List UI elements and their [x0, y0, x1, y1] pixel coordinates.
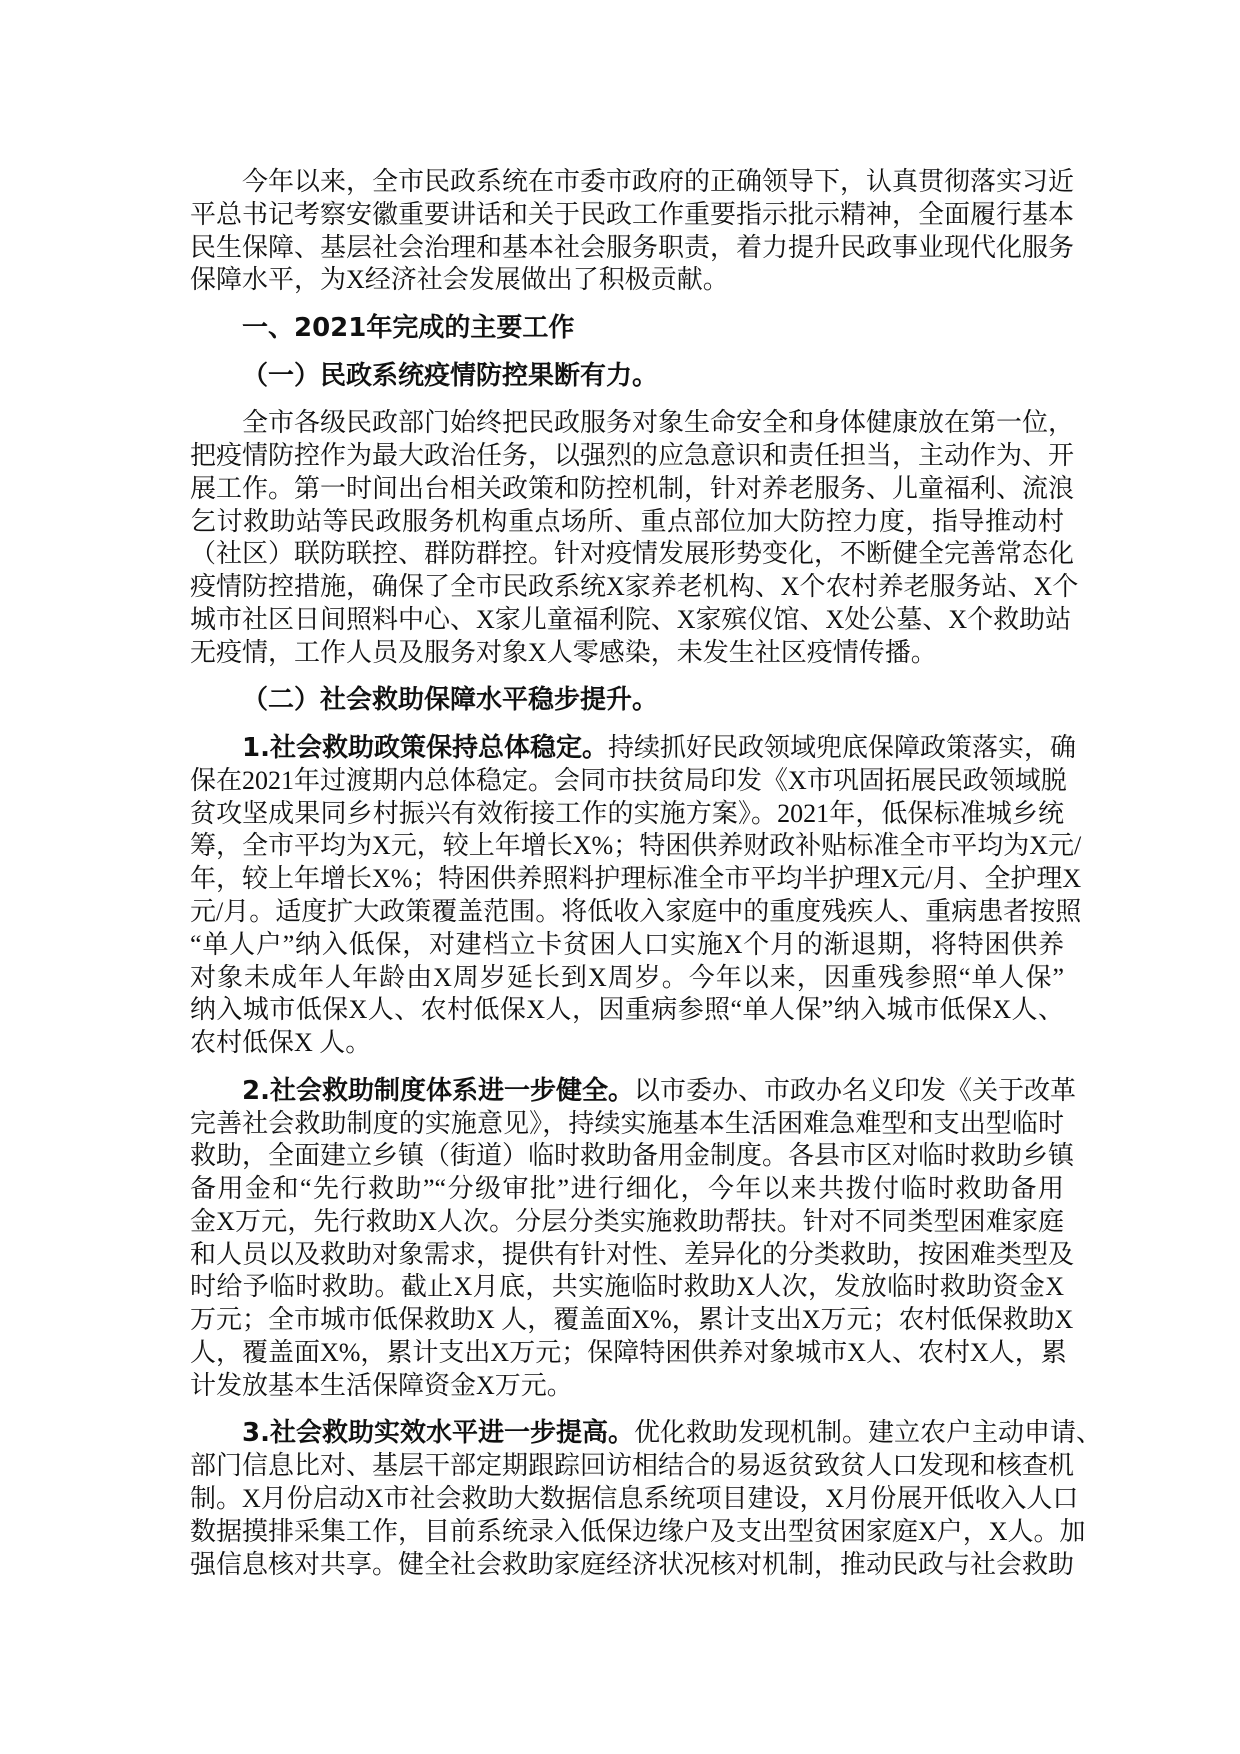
text-line: 数据摸排采集工作，目前系统录入低保边缘户及支出型贫困家庭X户，X人。加 [190, 1516, 1086, 1546]
paragraph [190, 732, 1082, 1060]
line-text: 持续抓好民政领域兜底保障政策落实，确 [607, 732, 1076, 762]
text-line: 平总书记考察安徽重要讲话和关于民政工作重要指示批示精神，全面履行基本 [190, 199, 1075, 229]
text-line: 人，覆盖面X%，累计支出X万元；保障特困供养对象城市X人、农村X人，累 [190, 1338, 1067, 1368]
heading-text: （一）民政系统疫情防控果断有力。 [242, 360, 659, 391]
text-line: 全市各级民政部门始终把民政服务对象生命安全和身体健康放在第一位， [242, 408, 1075, 438]
item-lead-heading: 2.社会救助制度体系进一步健全。 [242, 1075, 634, 1106]
line-text: 优化救助发现机制。建立农户主动申请、 [633, 1418, 1102, 1448]
document-page [190, 166, 1102, 1596]
paragraph [190, 1075, 1076, 1403]
text-line: 纳入城市低保X人、农村低保X人，因重病参照“单人保”纳入城市低保X人、 [190, 995, 1064, 1025]
text-line: 保障水平，为X经济社会发展做出了积极贡献。 [190, 265, 729, 295]
text-line: 贫攻坚成果同乡村振兴有效衔接工作的实施方案》。2021年，低保标准城乡统 [190, 798, 1064, 828]
text-line: 保在2021年过渡期内总体稳定。会同市扶贫局印发《X市巩固拓展民政领域脱 [190, 765, 1067, 795]
text-line: “单人户”纳入低保，对建档立卡贫困人口实施X个月的渐退期，将特困供养 [190, 929, 1064, 959]
text-line: 展工作。第一时间出台相关政策和防控机制，针对养老服务、儿童福利、流浪 [190, 473, 1075, 503]
text-line: 完善社会救助制度的实施意见》，持续实施基本生活困难急难型和支出型临时 [190, 1108, 1064, 1138]
heading-text: （二）社会救助保障水平稳步提升。 [242, 685, 659, 716]
text-line: 制。X月份启动X市社会救助大数据信息系统项目建设，X月份展开低收入人口 [190, 1484, 1079, 1514]
paragraph [190, 1417, 1102, 1581]
item-lead-heading: 1.社会救助政策保持总体稳定。 [242, 732, 608, 763]
text-line: 把疫情防控作为最大政治任务，以强烈的应急意识和责任担当，主动作为、开 [190, 440, 1075, 470]
text-line: 万元；全市城市低保救助X 人，覆盖面X%，累计支出X万元；农村低保救助X [190, 1305, 1074, 1335]
heading-text: 一、2021年完成的主要工作 [242, 312, 575, 343]
text-line: 无疫情，工作人员及服务对象X人零感染，未发生社区疫情传播。 [190, 637, 937, 667]
text-line: 元/月。适度扩大政策覆盖范围。将低收入家庭中的重度残疾人、重病患者按照 [190, 896, 1082, 926]
text-line: 年，较上年增长X%；特困供养照料护理标准全市平均半护理X元/月、全护理X [190, 864, 1082, 894]
text-line: 疫情防控措施，确保了全市民政系统X家养老机构、X个农村养老服务站、X个 [190, 572, 1079, 602]
text-line: 时给予临时救助。截止X月底，共实施临时救助X人次，发放临时救助资金X [190, 1272, 1064, 1302]
line-text: 以市委办、市政办名义印发《关于改革 [633, 1075, 1076, 1105]
text-line: 乞讨救助站等民政服务机构重点场所、重点部位加大防控力度，指导推动村 [190, 506, 1064, 536]
subsection-heading [190, 684, 1064, 717]
text-line [190, 1075, 1076, 1108]
text-line: 计发放基本生活保障资金X万元。 [190, 1370, 573, 1400]
paragraph [190, 166, 1075, 297]
text-line: （社区）联防联控、群防群控。针对疫情发展形势变化，不断健全完善常态化 [190, 539, 1075, 569]
text-line: 和人员以及救助对象需求，提供有针对性、差异化的分类救助，按困难类型及 [190, 1239, 1075, 1269]
text-line: 筹，全市平均为X元，较上年增长X%；特困供养财政补贴标准全市平均为X元/ [190, 831, 1082, 861]
text-line: 备用金和“先行救助”“分级审批”进行细化，今年以来共拨付临时救助备用 [190, 1174, 1064, 1204]
text-line: 农村低保X 人。 [190, 1028, 372, 1058]
text-line [190, 732, 1076, 765]
item-lead-heading: 3.社会救助实效水平进一步提高。 [242, 1418, 634, 1449]
text-line: 救助，全面建立乡镇（街道）临时救助备用金制度。各县市区对临时救助乡镇 [190, 1141, 1075, 1171]
text-line [190, 1417, 1102, 1450]
text-line: 民生保障、基层社会治理和基本社会服务职责，着力提升民政事业现代化服务 [190, 232, 1075, 262]
text-line: 城市社区日间照料中心、X家儿童福利院、X家殡仪馆、X处公墓、X个救助站 [190, 604, 1072, 634]
text-line: 强信息核对共享。健全社会救助家庭经济状况核对机制，推动民政与社会救助 [190, 1549, 1075, 1579]
paragraph [190, 407, 1079, 669]
text-line: 金X万元，先行救助X人次。分层分类实施救助帮扶。针对不同类型困难家庭 [190, 1206, 1064, 1236]
subsection-heading [190, 360, 1064, 393]
text-line: 对象未成年人年龄由X周岁延长到X周岁。今年以来，因重残参照“单人保” [190, 962, 1064, 992]
section-heading [190, 312, 1064, 345]
text-line: 今年以来，全市民政系统在市委市政府的正确领导下，认真贯彻落实习近 [242, 167, 1075, 196]
text-line: 部门信息比对、基层干部定期跟踪回访相结合的易返贫致贫人口发现和核查机 [190, 1451, 1075, 1481]
